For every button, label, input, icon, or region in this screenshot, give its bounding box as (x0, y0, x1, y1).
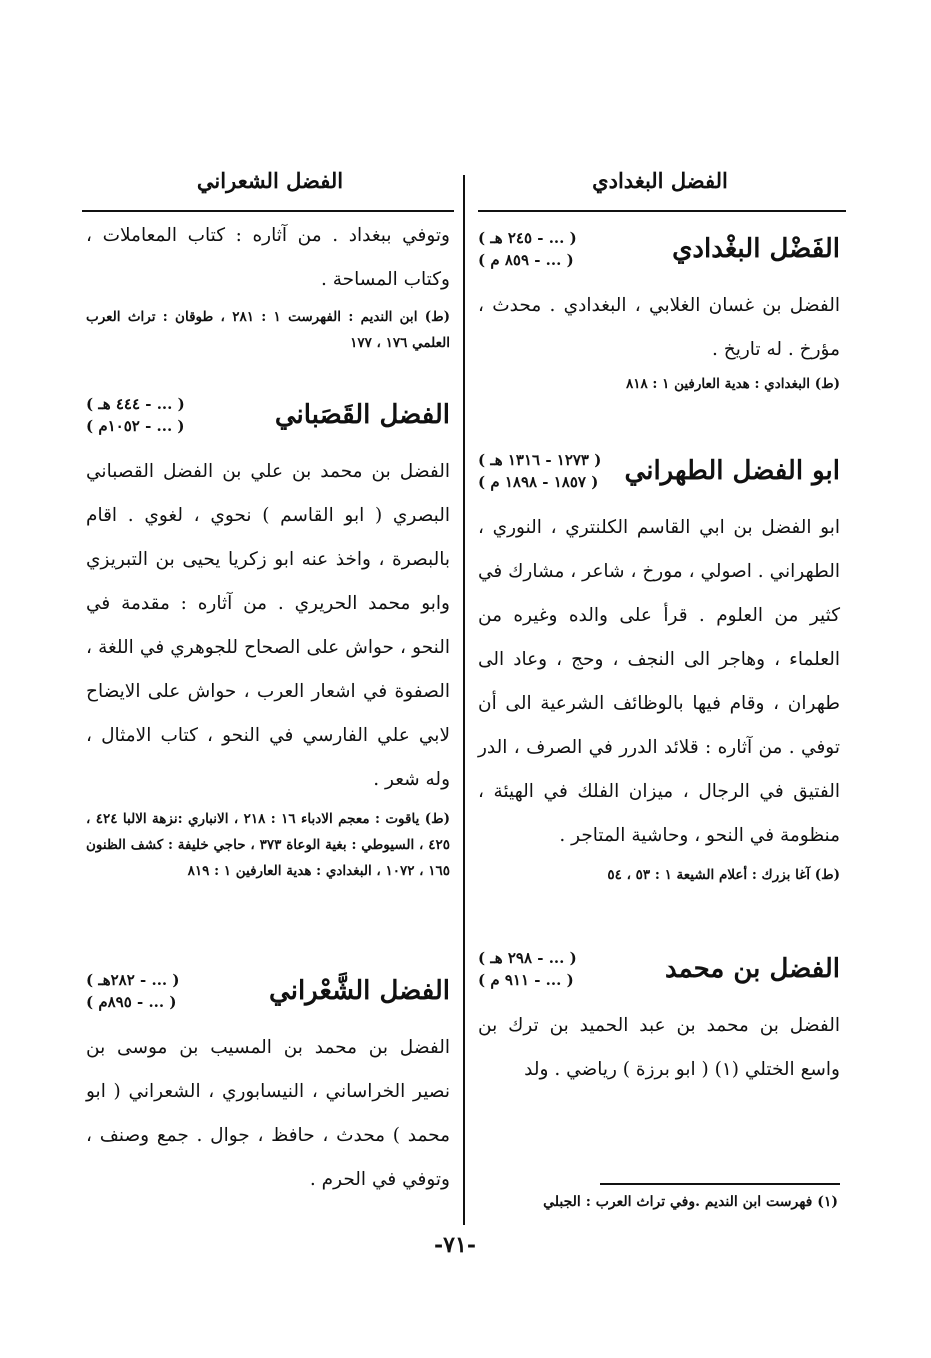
entry-dates (86, 393, 185, 437)
entry-al-fadl-al-baghdadi (478, 214, 840, 436)
entry-title: الفَضْل البغْدادي (672, 234, 840, 264)
entry-heading (478, 436, 840, 506)
header-rule-right (478, 210, 846, 212)
entry-dates (478, 449, 601, 493)
dates-hijri: ( ... - ٤٤٤ هـ ) (86, 395, 185, 413)
dates-hijri: ( ... - ٢٩٨ هـ ) (478, 949, 577, 967)
right-column (478, 214, 840, 1092)
entry-dates (478, 947, 577, 991)
running-header-left: الفضل الشعراني (196, 168, 344, 193)
dates-gregorian: ( ... - ٨٥٩ م ) (478, 251, 574, 269)
left-column (86, 214, 450, 1202)
dates-hijri: ( ... - ٢٨٢هـ ) (86, 971, 180, 989)
entry-title: الفضل القَصَباني (274, 400, 450, 430)
entry-al-fadl-ibn-muhammad (478, 934, 840, 1092)
entry-heading (478, 214, 840, 284)
dates-hijri: ( ١٢٧٣ - ١٣١٦ هـ ) (478, 451, 602, 469)
footnote: (١) فهرست ابن النديم .وفي تراث العرب : الجبلي (543, 1194, 838, 1210)
entry-heading (478, 934, 840, 1004)
entry-title: الفضل الشَّعْراني (269, 976, 450, 1006)
entry-dates (86, 969, 179, 1013)
entry-continuation (86, 214, 450, 380)
dates-hijri: ( ... - ٢٤٥ هـ ) (478, 229, 577, 247)
page-number: -٧١- (434, 1232, 476, 1258)
entry-reference: (ط) ابن النديم : الفهرست ١ : ٢٨١ ، طوقان : تراث العرب العلمي ١٧٦ ، ١٧٧ (86, 309, 450, 351)
entry-al-fadl-al-shairani (86, 956, 450, 1202)
entry-title: ابو الفضل الطهراني (624, 456, 840, 486)
dates-gregorian: ( ... - ٨٩٥م ) (86, 993, 177, 1011)
dates-gregorian: ( ... - ٩١١ م ) (478, 971, 574, 989)
entry-heading (86, 380, 450, 450)
entry-dates (478, 227, 577, 271)
column-divider (463, 175, 465, 1225)
entry-body: الفضل بن محمد بن المسيب بن موسى بن نصير الخراساني ، النيسابوري ، الشعراني ( ابو محمد ) محدث ، حافظ ، جوال . جمع وصنف ، وتوفي في الحرم . (86, 1037, 450, 1190)
entry-abu-al-fadl-al-tihrani (478, 436, 840, 934)
entry-title: الفضل بن محمد (664, 954, 840, 984)
entry-reference: (ط) البغدادي : هدية العارفين ١ : ٨١٨ (625, 376, 840, 392)
header-rule-left (82, 210, 454, 212)
running-header-right: الفضل البغدادي (592, 168, 728, 193)
entry-al-fadl-al-qasabani (86, 380, 450, 956)
dates-gregorian: ( ... - ١٠٥٢م ) (86, 417, 185, 435)
entry-body: الفضل بن محمد بن علي بن الفضل القصباني البصري ( ابو القاسم ) نحوي ، لغوي . اقام بالبصرة ، واخذ عنه ابو زكريا يحيى بن التبريزي وابو محمد الحريري . من آثاره : مقدمة في النحو ، حواش على الصحاح للجوهري في اللغة ، الصفوة في اشعار العرب ، حواش على الايضاح لابي علي الفارسي في النحو ، كتاب الامثال ، وله شعر . (86, 461, 450, 790)
entry-reference: (ط) آغا بزرك : أعلام الشيعة ١ : ٥٣ ، ٥٤ (607, 867, 840, 883)
entry-body: ابو الفضل بن ابي القاسم الكلنتري ، النوري ، الطهراني . اصولي ، مورخ ، شاعر ، مشارك في كثير من العلوم . قرأ على والده وغيره من العلماء ، وهاجر الى النجف ، وحج ، وعاد الى طهران ، وقام فيها بالوظائف الشرعية الى أن توفي . من آثاره : قلائد الدرر في الصرف ، الدر الفتيق في الرجال ، ميزان الفلك في الهيئة ، منظومة في النحو ، وحاشية المتاجر . (478, 517, 840, 846)
entry-body: الفضل بن غسان الغلابي ، البغدادي . محدث ، مؤرخ . له تاريخ . (478, 295, 840, 360)
dates-gregorian: ( ١٨٥٧ - ١٨٩٨ م ) (478, 473, 599, 491)
entry-body: الفضل بن محمد بن عبد الحميد بن ترك بن واسع الختلي (١) ( ابو برزة ) رياضي . ولد (478, 1015, 840, 1080)
entry-reference: (ط) ياقوت : معجم الادباء ١٦ : ٢١٨ ، الانباري :نزهة الالبا ٤٢٤ ، ٤٢٥ ، السيوطي : بغية الوعاة ٣٧٣ ، حاجي خليفة : كشف الظنون ١٦٥ ، ١٠٧٢ ، البغدادي : هدية العارفين ١ : ٨١٩ (86, 811, 450, 879)
entry-body: وتوفي ببغداد . من آثاره : كتاب المعاملات ، وكتاب المساحة . (86, 225, 450, 290)
entry-heading (86, 956, 450, 1026)
footnote-rule (600, 1183, 840, 1185)
